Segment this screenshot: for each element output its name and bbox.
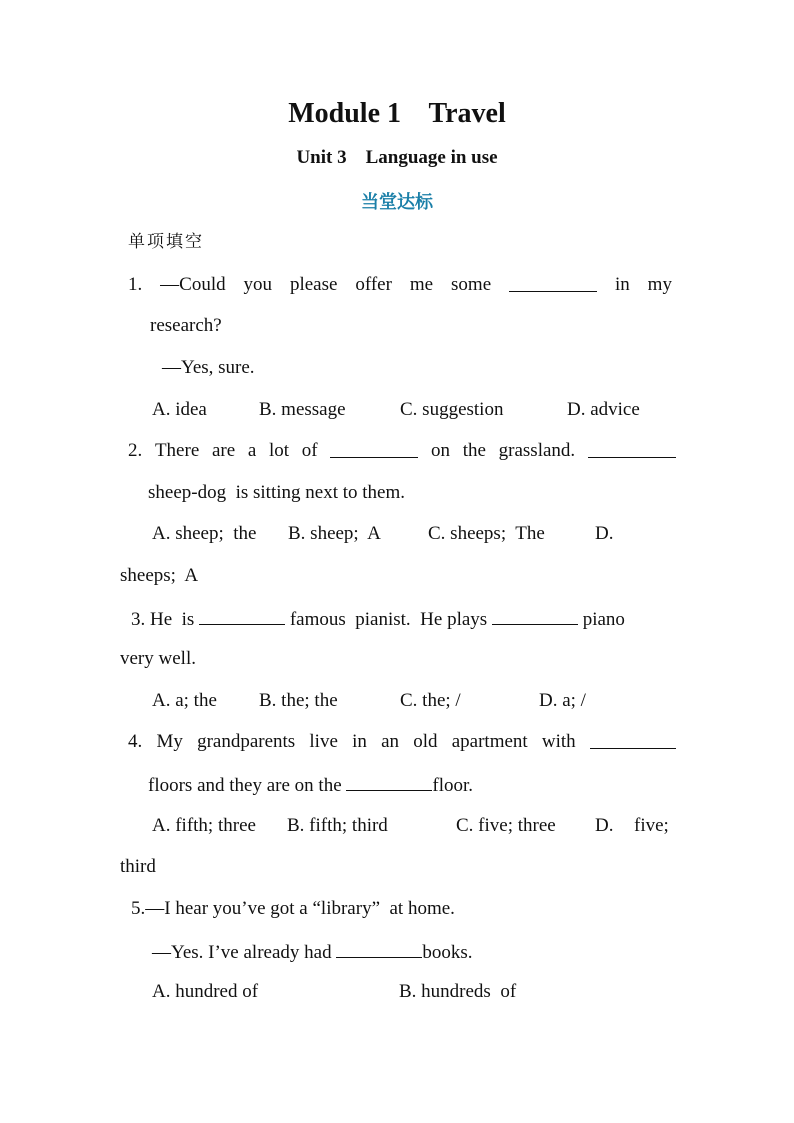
q1-option-b[interactable]: B. message: [259, 399, 346, 420]
q2-word: There: [154, 440, 200, 461]
q1-word: my: [647, 274, 672, 295]
q5-text: —Yes. I’ve already had: [152, 942, 332, 963]
q4-line-1: [128, 730, 676, 754]
q4-word: grandparents: [197, 731, 296, 752]
q3-number: 3.: [131, 609, 146, 630]
q4-text: floors and they are on the: [148, 775, 342, 796]
q1-word: me: [409, 274, 434, 295]
q4-line-2: [148, 772, 473, 798]
q1-word: —Could: [160, 274, 226, 295]
q4-word: with: [541, 731, 576, 752]
q1-word: you: [243, 274, 273, 295]
q2-blank-2[interactable]: [588, 439, 676, 458]
q3-option-b[interactable]: B. the; the: [259, 690, 338, 711]
q2-word: grassland.: [498, 440, 576, 461]
q1-line-2: research?: [150, 315, 222, 336]
q3-option-a[interactable]: A. a; the: [152, 690, 217, 711]
q2-blank-1[interactable]: [330, 439, 418, 458]
q2-word: of: [301, 440, 318, 461]
section-tag: 当堂达标: [361, 192, 433, 213]
q1-line-1: [128, 273, 672, 297]
q3-option-d[interactable]: D. a; /: [539, 690, 586, 711]
q4-word: My: [156, 731, 183, 752]
q1-answer: —Yes, sure.: [162, 357, 255, 378]
q1-number: 1.: [128, 274, 143, 295]
q4-word: live: [309, 731, 338, 752]
q3-text: piano: [582, 609, 625, 630]
q5-option-b[interactable]: B. hundreds of: [399, 981, 517, 1002]
q5-text: books.: [422, 942, 473, 963]
q4-blank-1[interactable]: [590, 730, 676, 749]
q2-option-d[interactable]: D.: [595, 523, 614, 544]
q4-text: floor.: [432, 775, 474, 796]
q2-word: the: [462, 440, 486, 461]
q3-text: famous pianist. He plays: [289, 609, 488, 630]
q2-word: on: [431, 440, 451, 461]
q4-option-b[interactable]: B. fifth; third: [287, 815, 388, 836]
q5-line-1: [131, 897, 455, 921]
q4-word: an: [381, 731, 400, 752]
q1-option-c[interactable]: C. suggestion: [400, 399, 504, 420]
q1-word: offer: [355, 274, 392, 295]
q2-option-c[interactable]: C. sheeps; The: [428, 523, 545, 544]
q1-word: please: [289, 274, 338, 295]
q3-option-c[interactable]: C. the; /: [400, 690, 461, 711]
q1-word: some: [451, 274, 492, 295]
q3-line-1: [131, 606, 625, 632]
q5-answer: [152, 939, 472, 965]
q4-word: old: [413, 731, 438, 752]
q2-line-1: [128, 439, 676, 463]
q4-option-c[interactable]: C. five; three: [456, 815, 556, 836]
q3-blank-2[interactable]: [492, 606, 578, 625]
q2-option-b[interactable]: B. sheep; A: [288, 523, 381, 544]
q2-option-a[interactable]: A. sheep; the: [152, 523, 257, 544]
q5-number: 5.: [131, 898, 146, 919]
section-heading: 单项填空: [128, 232, 204, 252]
q2-option-d-wrap: sheeps; A: [120, 565, 199, 586]
q1-blank[interactable]: [509, 273, 597, 292]
q4-word: apartment: [451, 731, 528, 752]
q2-word: are: [211, 440, 236, 461]
q5-blank[interactable]: [336, 939, 422, 958]
unit-subtitle: Unit 3 Language in use: [296, 147, 498, 168]
q4-blank-2[interactable]: [346, 772, 432, 791]
q2-word: a: [247, 440, 257, 461]
q4-option-d-text: five;: [634, 815, 669, 836]
page-title: Module 1 Travel: [288, 98, 506, 129]
q2-line-2: sheep-dog is sitting next to them.: [148, 482, 406, 503]
q2-number: 2.: [128, 440, 143, 461]
q3-blank-1[interactable]: [199, 606, 285, 625]
q4-word: in: [352, 731, 367, 752]
q1-option-a[interactable]: A. idea: [152, 399, 207, 420]
q4-number: 4.: [128, 731, 143, 752]
q5-option-a[interactable]: A. hundred of: [152, 981, 259, 1002]
q1-option-d[interactable]: D. advice: [567, 399, 640, 420]
q4-option-d-wrap: third: [120, 856, 156, 877]
q3-line-2: very well.: [120, 648, 196, 669]
q4-option-a[interactable]: A. fifth; three: [152, 815, 256, 836]
q5-stem: —I hear you’ve got a “library” at home.: [145, 898, 455, 919]
q2-word: lot: [269, 440, 290, 461]
q4-option-d[interactable]: D.: [595, 815, 614, 836]
q1-word: in: [614, 274, 630, 295]
q3-text: He is: [150, 609, 195, 630]
